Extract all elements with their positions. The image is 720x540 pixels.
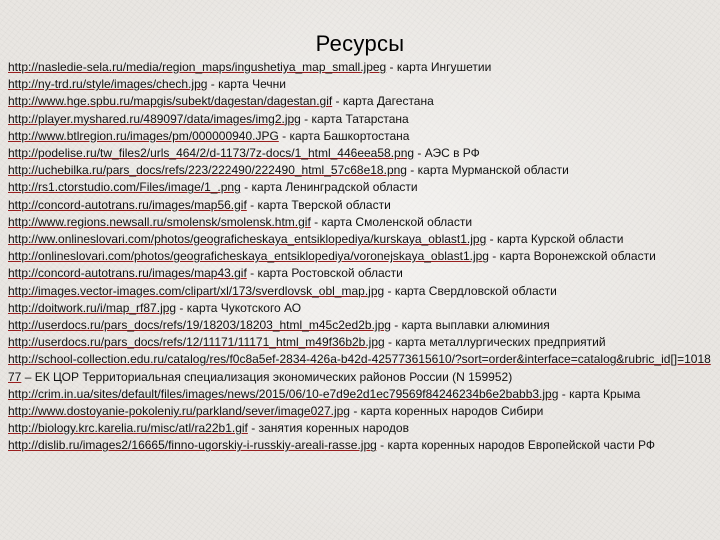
resource-item	[8, 111, 714, 128]
resource-list	[8, 59, 714, 455]
resource-item	[8, 334, 714, 351]
resource-link[interactable]: http://onlineslovari.com/photos/geograficheskaya_entsiklopediya/voronejskaya_oblast1.jpg	[8, 249, 489, 264]
resource-link[interactable]: http://player.myshared.ru/489097/data/images/img2.jpg	[8, 111, 301, 126]
resource-description: – ЕК ЦОР Территориальная специализация экономических районов России (N 159952)	[21, 369, 513, 384]
resource-link[interactable]: http://www.dostoyanie-pokoleniy.ru/parkland/sever/image027.jpg	[8, 404, 350, 419]
resource-link[interactable]: http://dislib.ru/images2/16665/finno-ugorskiy-i-russkiy-areali-rasse.jpg	[8, 438, 377, 453]
resource-link[interactable]: http://uchebilka.ru/pars_docs/refs/223/222490/222490_html_57c68e18.png	[8, 163, 407, 178]
resource-item	[8, 300, 714, 317]
resource-link[interactable]: http://www.hge.spbu.ru/mapgis/subekt/dagestan/dagestan.gif	[8, 94, 333, 109]
resource-item	[8, 437, 714, 454]
resource-item	[8, 93, 714, 110]
resource-item	[8, 283, 714, 300]
resource-description: - карта Крыма	[558, 386, 641, 401]
resource-item	[8, 145, 714, 162]
resource-item	[8, 59, 714, 76]
resource-item	[8, 420, 714, 437]
resource-link[interactable]: http://doitwork.ru/i/map_rf87.jpg	[8, 300, 177, 315]
resource-description: - карта металлургических предприятий	[384, 335, 606, 350]
resource-link[interactable]: http://www.btlregion.ru/images/pm/000000940.JPG	[8, 128, 279, 143]
resource-description: - карта Ростовской области	[246, 266, 403, 281]
page-title: Ресурсы	[315, 31, 405, 56]
resource-description: - карта Ингушетии	[386, 60, 492, 74]
resource-description: - карта коренных народов Европейской части РФ	[376, 438, 655, 453]
resource-item	[8, 197, 714, 214]
resource-link[interactable]: http://userdocs.ru/pars_docs/refs/12/11171/11171_html_m49f36b2b.jpg	[8, 335, 385, 350]
resource-item	[8, 317, 714, 334]
resource-item	[8, 214, 714, 231]
resource-link[interactable]: http://ny-trd.ru/style/images/chech.jpg	[8, 77, 208, 92]
resource-link[interactable]: http://www.regions.newsall.ru/smolensk/smolensk.htm.gif	[8, 214, 311, 229]
resource-description: - карта Дагестана	[332, 94, 434, 109]
resource-description: - карта Ленинградской области	[240, 180, 418, 195]
resource-description: - карта Смоленской области	[310, 214, 473, 229]
resource-link[interactable]: http://school-collection.edu.ru/catalog/res/f0c8a5ef-2834-426a-b42d-425773615610/?sort=order&interface=catalog&rubric_id[]=101877	[8, 352, 711, 384]
resource-item	[8, 403, 714, 420]
resource-link[interactable]: http://nasledie-sela.ru/media/region_maps/ingushetiya_map_small.jpeg	[8, 60, 387, 74]
resource-item	[8, 76, 714, 93]
resource-description: - карта Татарстана	[300, 111, 409, 126]
resource-item	[8, 386, 714, 403]
resource-item	[8, 128, 714, 145]
resource-item	[8, 179, 714, 196]
resource-item	[8, 162, 714, 179]
resource-description: - карта Свердловской области	[384, 283, 557, 298]
resource-link[interactable]: http://biology.krc.karelia.ru/misc/atl/ra22b1.gif	[8, 421, 248, 436]
resource-description: - карта Башкортостана	[278, 128, 410, 143]
resource-link[interactable]: http://concord-autotrans.ru/images/map56.gif	[8, 197, 247, 212]
resource-item	[8, 248, 714, 265]
resource-item	[8, 231, 714, 248]
resource-link[interactable]: http://concord-autotrans.ru/images/map43.gif	[8, 266, 247, 281]
resource-description: - карта коренных народов Сибири	[349, 404, 544, 419]
resource-description: - карта Мурманской области	[406, 163, 569, 178]
resource-description: - АЭС в РФ	[414, 146, 480, 161]
resource-link[interactable]: http://rs1.ctorstudio.com/Files/image/1_.png	[8, 180, 241, 195]
resource-description: - карта Тверской области	[246, 197, 391, 212]
resource-link[interactable]: http://userdocs.ru/pars_docs/refs/19/18203/18203_html_m45c2ed2b.jpg	[8, 318, 391, 333]
resource-link[interactable]: http://crim.in.ua/sites/default/files/images/news/2015/06/10-e7d9e2d1ec79569f84246234b6e2babb3.jpg	[8, 386, 559, 401]
resource-description: - карта Чукотского АО	[176, 300, 302, 315]
resource-link[interactable]: http://podelise.ru/tw_files2/urls_464/2/d-1173/7z-docs/1_html_446eea58.png	[8, 146, 415, 161]
resource-description: - карта Курской области	[486, 232, 624, 247]
resource-link[interactable]: http://ww.onlineslovari.com/photos/geograficheskaya_entsiklopediya/kurskaya_oblast1.jpg	[8, 232, 487, 247]
resource-description: - карта Чечни	[207, 77, 286, 92]
resource-link[interactable]: http://images.vector-images.com/clipart/xl/173/sverdlovsk_obl_map.jpg	[8, 283, 385, 298]
resource-description: - карта выплавки алюминия	[390, 318, 550, 333]
resource-description: - карта Воронежской области	[488, 249, 656, 264]
resource-description: - занятия коренных народов	[247, 421, 409, 436]
resource-item	[8, 351, 714, 385]
resource-item	[8, 265, 714, 282]
